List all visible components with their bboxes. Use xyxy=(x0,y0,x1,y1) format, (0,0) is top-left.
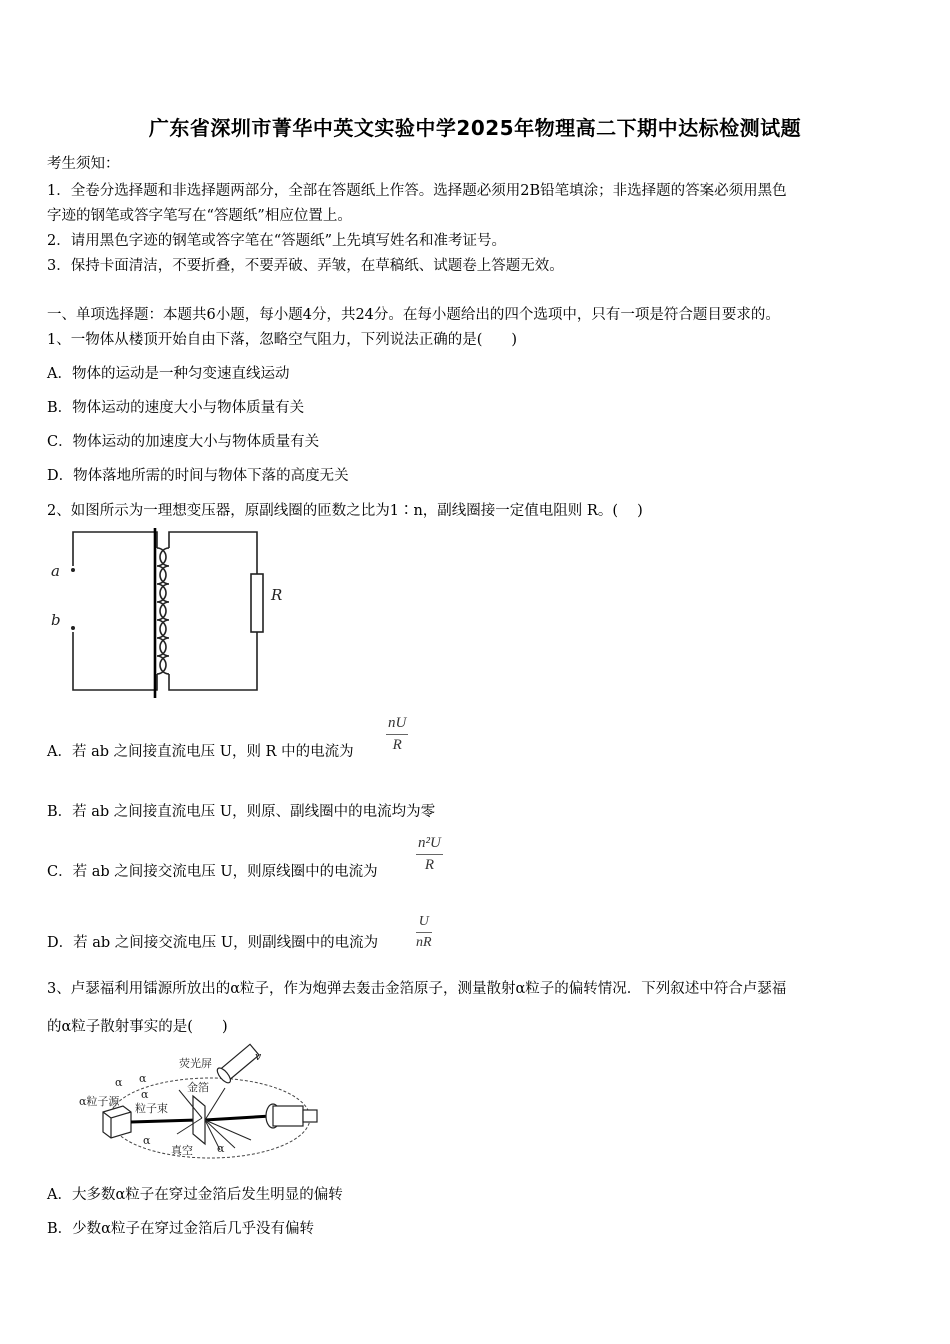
question-3-option-b: B．少数α粒子在穿过金箔后几乎没有偏转 xyxy=(47,1221,314,1237)
label-alpha-5: α xyxy=(217,1142,225,1155)
fraction-c xyxy=(416,835,443,874)
label-b: b xyxy=(51,611,61,629)
label-screen: 荧光屏 xyxy=(179,1057,212,1070)
question-1-option-c: C．物体运动的加速度大小与物体质量有关 xyxy=(47,434,320,450)
rutherford-diagram xyxy=(75,1040,325,1165)
notice-line-4: 3．保持卡面清洁，不要折叠，不要弄破、弄皱，在草稿纸、试题卷上答题无效。 xyxy=(47,258,564,274)
label-alpha-3: α xyxy=(141,1088,149,1101)
fraction-c-num: n²U xyxy=(418,835,441,851)
transformer-diagram xyxy=(45,522,285,702)
fraction-d-den: nR xyxy=(416,935,432,950)
question-1-option-d: D．物体落地所需的时间与物体下落的高度无关 xyxy=(47,468,349,484)
label-r: R xyxy=(271,586,283,604)
page-title: 广东省深圳市菁华中英文实验中学2025年物理高二下期中达标检测试题 xyxy=(148,116,802,140)
question-3-stem-1: 3、卢瑟福利用镭源所放出的α粒子，作为炮弹去轰击金箔原子，测量散射α粒子的偏转情况．下列叙述中符合卢瑟福 xyxy=(47,981,787,997)
notice-line-3: 2．请用黑色字迹的钢笔或答字笔在“答题纸”上先填写姓名和准考证号。 xyxy=(47,233,507,249)
label-vacuum: 真空 xyxy=(171,1144,193,1157)
fraction-c-den: R xyxy=(424,857,434,873)
fraction-d-num: U xyxy=(418,914,429,929)
label-alpha-1: α xyxy=(115,1076,123,1089)
section-heading: 一、单项选择题：本题共6小题，每小题4分，共24分。在每小题给出的四个选项中，只有一项是符合题目要求的。 xyxy=(47,307,780,323)
label-a: a xyxy=(51,562,60,580)
label-alpha-4: α xyxy=(143,1134,151,1147)
fraction-a-num: nU xyxy=(388,715,407,731)
fraction-d xyxy=(416,914,432,951)
question-2-option-a: A．若 ab 之间接直流电压 U，则 R 中的电流为 xyxy=(47,744,354,760)
label-alpha-2: α xyxy=(139,1072,147,1085)
question-2-stem: 2、如图所示为一理想变压器，原副线圈的匝数之比为1∶n，副线圈接一定值电阻则 R。( ) xyxy=(47,503,643,519)
question-3-stem-2: 的α粒子散射事实的是( ) xyxy=(47,1019,228,1035)
question-3-option-a: A．大多数α粒子在穿过金箔后发生明显的偏转 xyxy=(47,1187,343,1203)
label-v: v xyxy=(255,1050,262,1063)
label-source: α粒子源 xyxy=(79,1095,120,1108)
question-2-option-d: D．若 ab 之间接交流电压 U，则副线圈中的电流为 xyxy=(47,935,379,951)
notice-line-2: 字迹的钢笔或答字笔写在“答题纸”相应位置上。 xyxy=(47,208,352,224)
question-1-option-a: A．物体的运动是一种匀变速直线运动 xyxy=(47,366,290,382)
question-1-option-b: B．物体运动的速度大小与物体质量有关 xyxy=(47,400,305,416)
label-beam: 粒子束 xyxy=(135,1102,168,1115)
label-foil: 金箔 xyxy=(187,1081,209,1094)
question-2-option-b: B．若 ab 之间接直流电压 U，则原、副线圈中的电流均为零 xyxy=(47,804,436,820)
notice-heading: 考生须知： xyxy=(47,156,120,172)
question-2-option-c: C．若 ab 之间接交流电压 U，则原线圈中的电流为 xyxy=(47,864,378,880)
notice-line-1: 1．全卷分选择题和非选择题两部分，全部在答题纸上作答。选择题必须用2B铅笔填涂；非选择题的答案必须用黑色 xyxy=(47,183,787,199)
question-1-stem: 1、一物体从楼顶开始自由下落，忽略空气阻力，下列说法正确的是( ) xyxy=(47,332,518,348)
fraction-a xyxy=(386,715,408,754)
fraction-a-den: R xyxy=(392,737,402,753)
resistor xyxy=(251,574,263,632)
